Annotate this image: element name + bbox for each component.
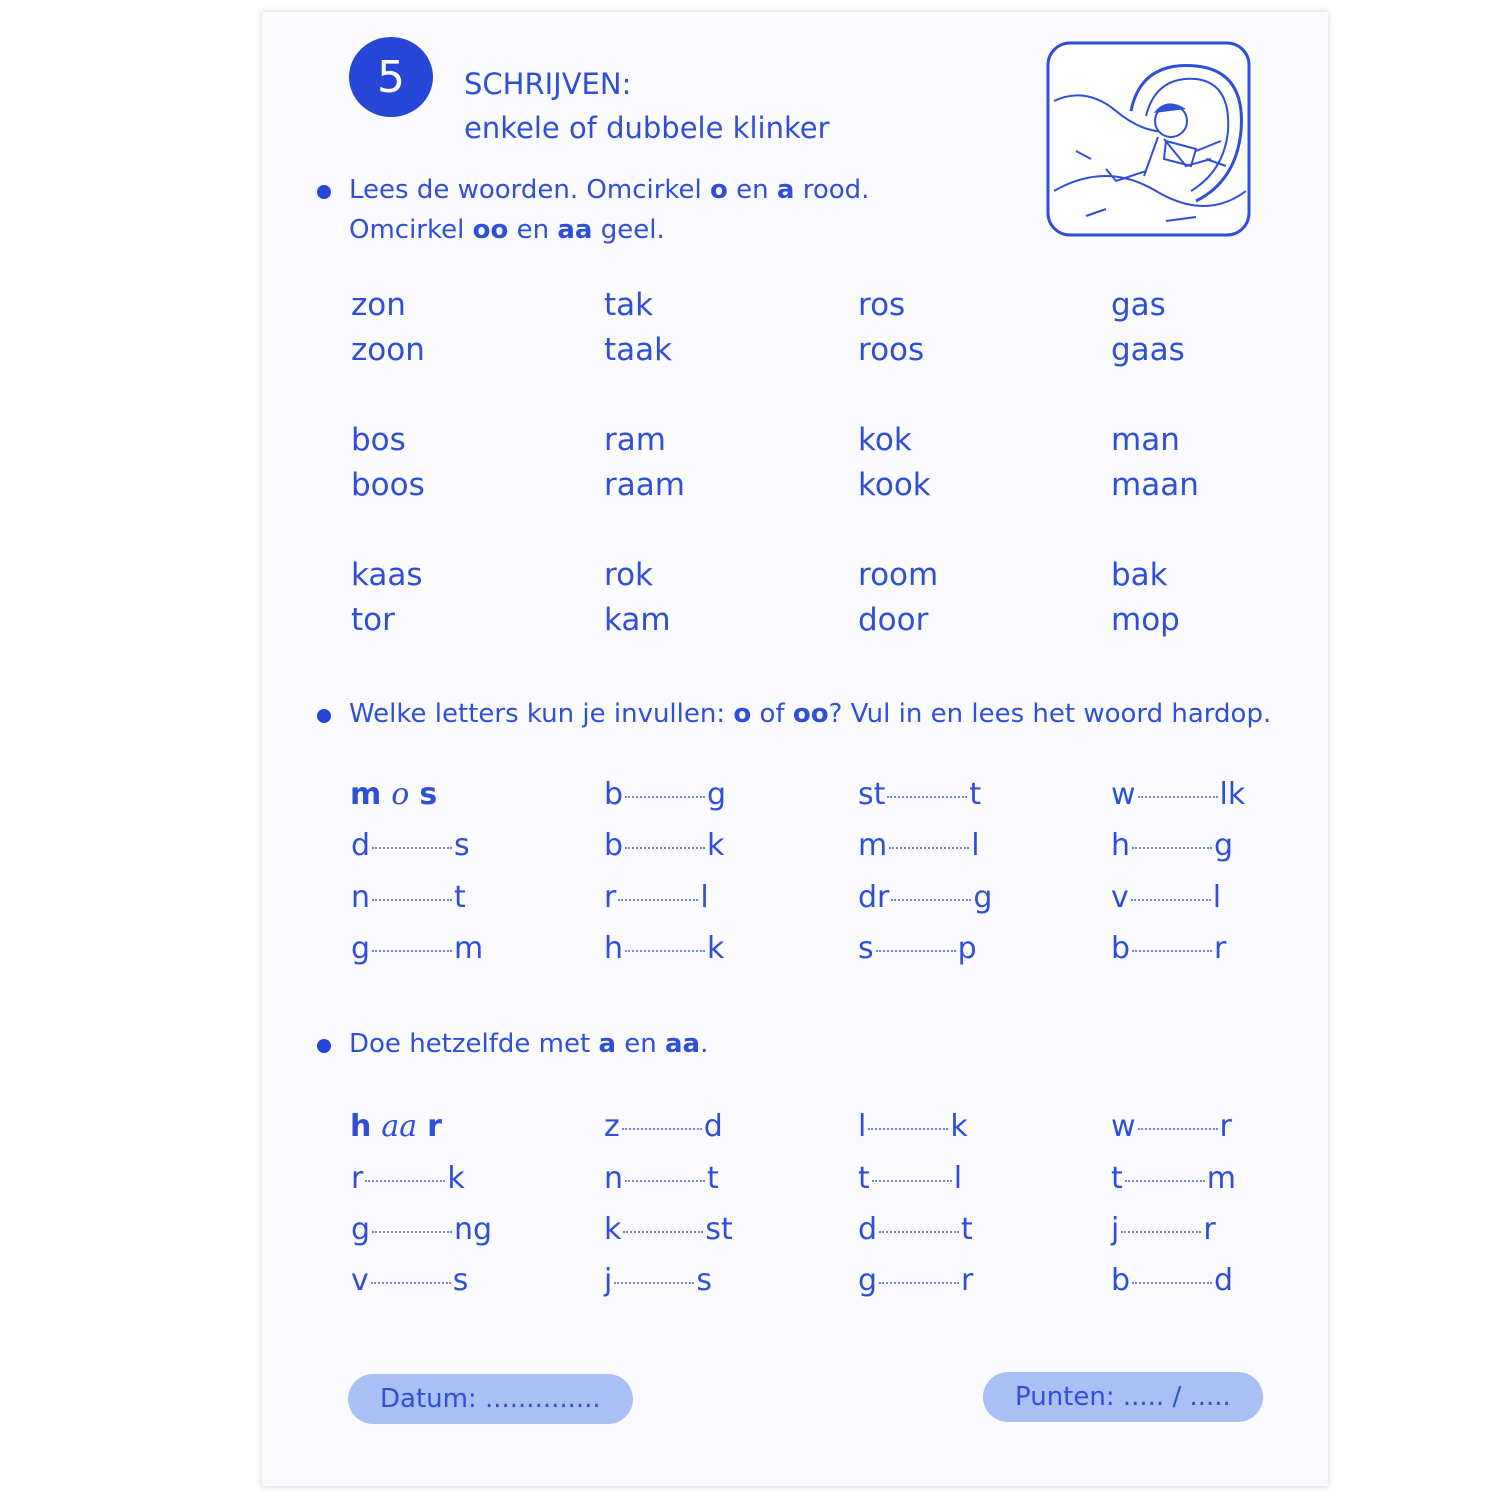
exercise-number-badge [349, 37, 433, 117]
blank-slot[interactable] [365, 1180, 445, 1182]
prefix-letters: h [1111, 828, 1131, 863]
suffix-letters: r [1214, 931, 1227, 966]
suffix-letters: m [454, 931, 484, 966]
child-on-slide-illustration [1046, 41, 1251, 237]
blank-slot[interactable] [868, 1128, 948, 1130]
prefix-letters: dr [858, 880, 890, 915]
blank-slot[interactable] [891, 899, 971, 901]
prefix-letters: b [1111, 931, 1131, 966]
prefix-letters: s [858, 931, 874, 966]
suffix-letters: lk [1219, 777, 1246, 812]
blank-slot[interactable] [618, 899, 698, 901]
fill-aa-item[interactable] [858, 1210, 973, 1250]
prefix-letters: d [351, 828, 371, 863]
fill-o-item[interactable] [604, 929, 724, 969]
word-item[interactable]: boos [351, 467, 425, 503]
word-item[interactable]: gas [1111, 287, 1166, 323]
suffix-letters: p [957, 931, 977, 966]
word-item[interactable]: mop [1111, 602, 1180, 638]
blank-slot[interactable] [623, 1231, 703, 1233]
fill-o-item[interactable] [858, 826, 980, 866]
fill-aa-item[interactable] [351, 1261, 468, 1301]
prefix-letters: t [858, 1161, 870, 1196]
blank-slot[interactable] [622, 1128, 702, 1130]
prefix-letters: r [604, 880, 617, 915]
blank-slot[interactable] [872, 1180, 952, 1182]
prefix-letters: v [351, 1263, 369, 1298]
word-item[interactable]: gaas [1111, 332, 1185, 368]
blank-slot[interactable] [879, 1282, 959, 1284]
suffix-letters: l [1212, 880, 1222, 915]
fill-aa-item[interactable] [1111, 1159, 1236, 1199]
word-item[interactable]: tak [604, 287, 654, 323]
blank-slot[interactable] [372, 847, 452, 849]
prefix-letters: n [604, 1161, 624, 1196]
example-o: m o s [350, 777, 438, 812]
fill-aa-item[interactable] [858, 1159, 962, 1199]
fill-o-item[interactable] [858, 929, 977, 969]
prefix-letters: j [1111, 1212, 1120, 1247]
suffix-letters: r [961, 1263, 974, 1298]
fill-o-item[interactable] [1111, 775, 1245, 815]
prefix-letters: l [858, 1109, 867, 1144]
suffix-letters: r [1219, 1109, 1232, 1144]
blank-slot[interactable] [625, 950, 705, 952]
prefix-letters: b [1111, 1263, 1131, 1298]
blank-slot[interactable] [1131, 899, 1211, 901]
suffix-letters: k [707, 931, 725, 966]
example-aa: h aa r [350, 1109, 442, 1144]
word-item[interactable]: room [858, 557, 939, 593]
blank-slot[interactable] [614, 1282, 694, 1284]
fill-o-item[interactable] [604, 826, 724, 866]
blank-slot[interactable] [1121, 1231, 1201, 1233]
word-item[interactable]: door [858, 602, 929, 638]
fill-aa-item[interactable] [858, 1107, 968, 1147]
suffix-letters: l [971, 828, 980, 863]
suffix-letters: k [447, 1161, 465, 1196]
blank-slot[interactable] [1138, 796, 1218, 798]
instruction-1 [349, 170, 869, 250]
blank-slot[interactable] [625, 796, 705, 798]
prefix-letters: n [351, 880, 371, 915]
prefix-letters: m [858, 828, 888, 863]
suffix-letters: r [1203, 1212, 1216, 1247]
suffix-letters: t [969, 777, 982, 812]
blank-slot[interactable] [1125, 1180, 1205, 1182]
word-item[interactable]: man [1111, 422, 1180, 458]
suffix-letters: d [703, 1109, 723, 1144]
prefix-letters: t [1111, 1161, 1123, 1196]
word-item[interactable]: kam [604, 602, 671, 638]
title-line-2: enkele of dubbele klinker [464, 111, 830, 145]
blank-slot[interactable] [371, 1282, 451, 1284]
instruction-1-line-2: Omcirkel oo en aa geel. [349, 215, 665, 245]
word-item[interactable]: roos [858, 332, 925, 368]
prefix-letters: b [604, 828, 624, 863]
fill-aa-item[interactable] [1111, 1261, 1233, 1301]
suffix-letters: l [953, 1161, 963, 1196]
word-item[interactable]: rok [604, 557, 653, 593]
suffix-letters: t [961, 1212, 973, 1247]
fill-o-item[interactable] [1111, 929, 1226, 969]
word-item[interactable]: tor [351, 602, 395, 638]
suffix-letters: s [452, 1263, 469, 1298]
prefix-letters: h [604, 931, 624, 966]
suffix-letters: g [1214, 828, 1234, 863]
blank-slot[interactable] [372, 950, 452, 952]
bullet-3 [317, 1039, 331, 1053]
suffix-letters: s [696, 1263, 712, 1298]
suffix-letters: d [1214, 1263, 1234, 1298]
blank-slot[interactable] [625, 847, 705, 849]
blank-slot[interactable] [372, 1231, 452, 1233]
suffix-letters: s [454, 828, 470, 863]
word-item[interactable]: zoon [351, 332, 425, 368]
prefix-letters: d [858, 1212, 878, 1247]
blank-slot[interactable] [876, 950, 956, 952]
word-item[interactable]: kook [858, 467, 931, 503]
fill-o-item[interactable] [858, 775, 981, 815]
word-item[interactable]: ram [604, 422, 666, 458]
fill-aa-item[interactable] [604, 1107, 723, 1147]
blank-slot[interactable] [372, 899, 452, 901]
exercise-number: 5 [377, 51, 405, 103]
fill-o-item[interactable] [351, 878, 466, 918]
fill-o-item[interactable] [351, 826, 470, 866]
word-item[interactable]: kaas [351, 557, 423, 593]
datum-field[interactable]: Datum: .............. [348, 1374, 633, 1424]
instruction-3: Doe hetzelfde met a en aa. [349, 1029, 709, 1059]
suffix-letters: m [1206, 1161, 1236, 1196]
word-item[interactable]: bak [1111, 557, 1168, 593]
instruction-1-line-1: Lees de woorden. Omcirkel o en a rood. [349, 175, 870, 205]
suffix-letters: t [454, 880, 466, 915]
fill-aa-item[interactable] [351, 1210, 492, 1250]
blank-slot[interactable] [887, 796, 967, 798]
prefix-letters: w [1111, 777, 1136, 812]
word-item[interactable]: bos [351, 422, 406, 458]
title-line-1: SCHRIJVEN: [464, 67, 632, 101]
word-item[interactable]: zon [351, 287, 406, 323]
prefix-letters: j [604, 1263, 613, 1298]
fill-aa-item[interactable] [1111, 1210, 1216, 1250]
fill-aa-item[interactable] [351, 1159, 465, 1199]
word-item[interactable]: maan [1111, 467, 1199, 503]
prefix-letters: k [604, 1212, 622, 1247]
suffix-letters: g [973, 880, 993, 915]
word-item[interactable]: kok [858, 422, 912, 458]
blank-slot[interactable] [1138, 1128, 1218, 1130]
bullet-1 [317, 185, 331, 199]
fill-aa-item[interactable] [1111, 1107, 1232, 1147]
prefix-letters: v [1111, 880, 1129, 915]
punten-field[interactable]: Punten: ..... / ..... [983, 1372, 1263, 1422]
prefix-letters: w [1111, 1109, 1136, 1144]
exercise-title [464, 62, 830, 150]
fill-o-item[interactable] [858, 878, 992, 918]
fill-o-item[interactable] [351, 929, 483, 969]
word-item[interactable]: raam [604, 467, 685, 503]
blank-slot[interactable] [625, 1180, 705, 1182]
fill-o-item[interactable] [604, 878, 709, 918]
prefix-letters: g [858, 1263, 878, 1298]
blank-slot[interactable] [1132, 847, 1212, 849]
blank-slot[interactable] [879, 1231, 959, 1233]
fill-aa-item[interactable] [604, 1210, 733, 1250]
suffix-letters: k [950, 1109, 968, 1144]
word-item[interactable]: taak [604, 332, 673, 368]
instruction-2: Welke letters kun je invullen: o of oo? Vul in en lees het woord hardop. [349, 699, 1272, 729]
blank-slot[interactable] [1132, 950, 1212, 952]
prefix-letters: z [604, 1109, 620, 1144]
bullet-2 [317, 709, 331, 723]
suffix-letters: k [707, 828, 725, 863]
fill-aa-item[interactable] [604, 1159, 719, 1199]
fill-aa-item[interactable] [858, 1261, 973, 1301]
prefix-letters: g [351, 1212, 371, 1247]
prefix-letters: st [858, 777, 886, 812]
prefix-letters: b [604, 777, 624, 812]
suffix-letters: st [705, 1212, 733, 1247]
blank-slot[interactable] [1132, 1282, 1212, 1284]
suffix-letters: ng [454, 1212, 493, 1247]
prefix-letters: g [351, 931, 371, 966]
suffix-letters: l [700, 880, 709, 915]
suffix-letters: t [707, 1161, 719, 1196]
fill-aa-item[interactable] [604, 1261, 712, 1301]
prefix-letters: r [351, 1161, 364, 1196]
fill-o-item[interactable] [604, 775, 726, 815]
fill-o-item[interactable] [1111, 878, 1221, 918]
fill-o-item[interactable] [1111, 826, 1233, 866]
suffix-letters: g [707, 777, 727, 812]
blank-slot[interactable] [889, 847, 969, 849]
word-item[interactable]: ros [858, 287, 906, 323]
